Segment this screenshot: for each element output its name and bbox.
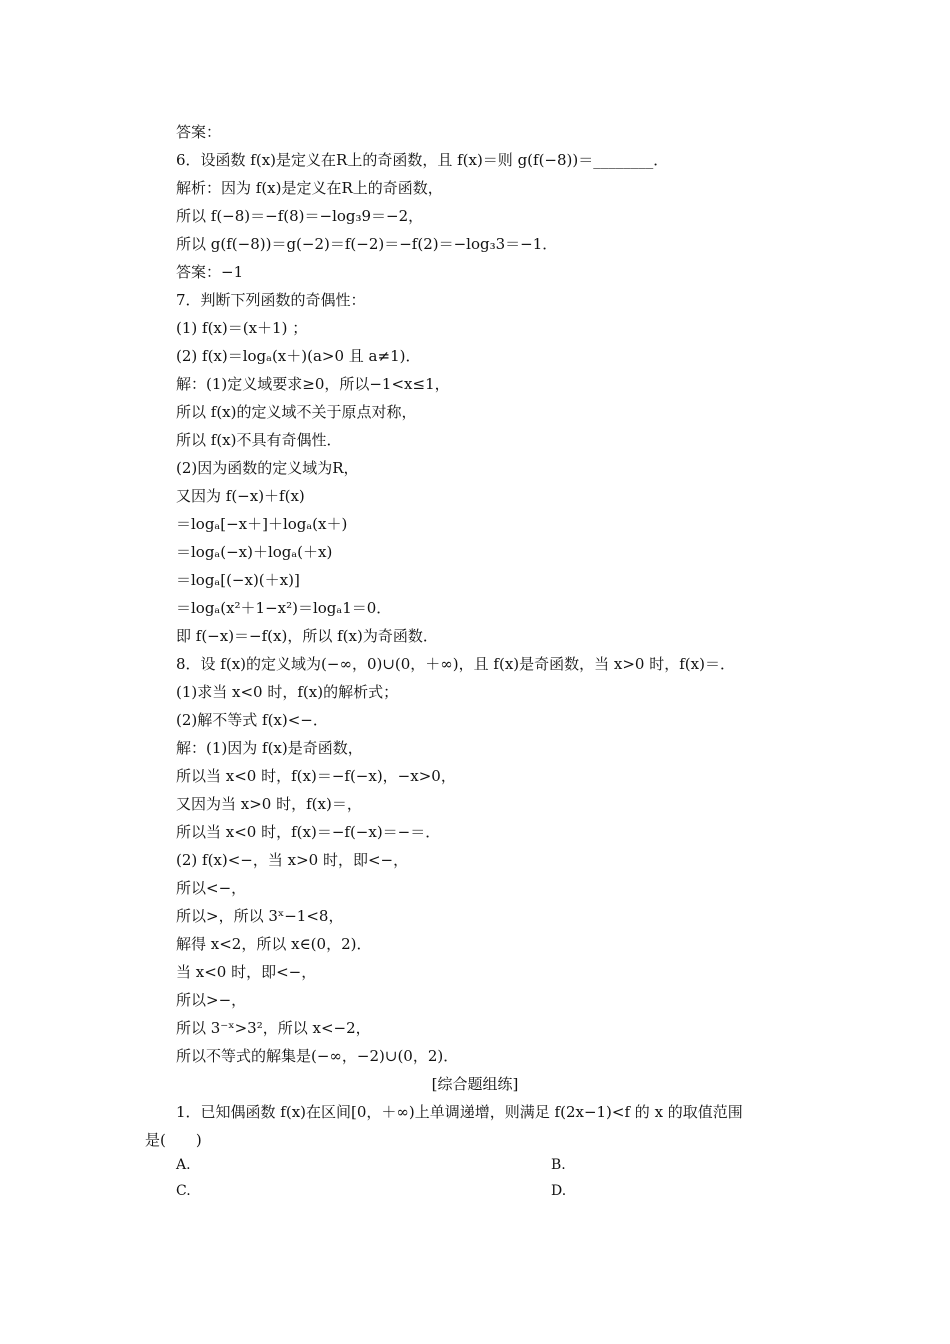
option-d: D. xyxy=(551,1183,567,1199)
text-line: 所以<−， xyxy=(176,879,247,897)
text-line: 8．设 f(x)的定义域为(−∞，0)∪(0，＋∞)，且 f(x)是奇函数，当 x>0 时，f(x)＝． xyxy=(176,655,735,673)
text-line: ＝logₐ(x²＋1−x²)＝logₐ1＝0． xyxy=(176,599,392,617)
text-line: 解析：因为 f(x)是定义在R上的奇函数， xyxy=(176,179,443,197)
text-line: 所以>，所以 3ˣ−1<8， xyxy=(176,907,344,925)
section-title: [综合题组练] xyxy=(431,1075,519,1093)
question-1-continuation: 是( ) xyxy=(145,1131,202,1149)
text-line: 又因为当 x>0 时，f(x)＝， xyxy=(176,795,362,813)
option-b: B. xyxy=(551,1157,566,1173)
text-line: ＝logₐ[−x＋]＋logₐ(x＋) xyxy=(176,515,348,533)
text-line: ＝logₐ(−x)＋logₐ(＋x) xyxy=(176,543,333,561)
text-line: 所以不等式的解集是(−∞，−2)∪(0，2)． xyxy=(176,1047,459,1065)
text-line: 答案：−1 xyxy=(176,263,244,281)
text-line: 所以当 x<0 时，f(x)＝−f(−x)，−x>0， xyxy=(176,767,456,785)
text-line: (2)解不等式 f(x)<−． xyxy=(176,711,328,729)
text-line: (1)求当 x<0 时，f(x)的解析式； xyxy=(176,683,399,701)
text-line: 7．判断下列函数的奇偶性： xyxy=(176,291,366,309)
text-line: (2) f(x)<−，当 x>0 时，即<−， xyxy=(176,851,409,869)
text-line: 所以 f(−8)＝−f(8)＝−log₃9＝−2， xyxy=(176,207,424,225)
text-line: (2)因为函数的定义域为R， xyxy=(176,459,359,477)
text-line: (2) f(x)＝logₐ(x＋)(a>0 且 a≠1)． xyxy=(176,347,421,365)
text-line: 所以 3⁻ˣ>3²，所以 x<−2， xyxy=(176,1019,371,1037)
question-1-text: 1．已知偶函数 f(x)在区间[0，＋∞)上单调递增，则满足 f(2x−1)<f 的 x 的取值范围 xyxy=(176,1103,743,1121)
text-line: 当 x<0 时，即<−， xyxy=(176,963,317,981)
text-line: (1) f(x)＝(x＋1) ； xyxy=(176,319,308,337)
text-line: 又因为 f(−x)＋f(x) xyxy=(176,487,305,505)
text-line: 答案： xyxy=(176,123,222,141)
text-line: 所以 g(f(−8))＝g(−2)＝f(−2)＝−f(2)＝−log₃3＝−1． xyxy=(176,235,558,253)
text-line: 解得 x<2，所以 x∈(0，2)． xyxy=(176,935,372,953)
option-c: C. xyxy=(176,1183,191,1199)
text-line: 即 f(−x)＝−f(x)，所以 f(x)为奇函数． xyxy=(176,627,438,645)
text-line: 解：(1)因为 f(x)是奇函数， xyxy=(176,739,363,757)
text-line: 所以>−， xyxy=(176,991,247,1009)
option-a: A. xyxy=(176,1157,191,1173)
text-line: ＝logₐ[(−x)(＋x)] xyxy=(176,571,300,589)
text-line: 所以 f(x)的定义域不关于原点对称， xyxy=(176,403,417,421)
text-line: 所以当 x<0 时，f(x)＝−f(−x)＝−＝． xyxy=(176,823,441,841)
text-line: 所以 f(x)不具有奇偶性． xyxy=(176,431,342,449)
text-line: 6．设函数 f(x)是定义在R上的奇函数，且 f(x)＝则 g(f(−8))＝________． xyxy=(176,151,669,169)
text-line: 解：(1)定义域要求≥0，所以−1<x≤1， xyxy=(176,375,450,393)
